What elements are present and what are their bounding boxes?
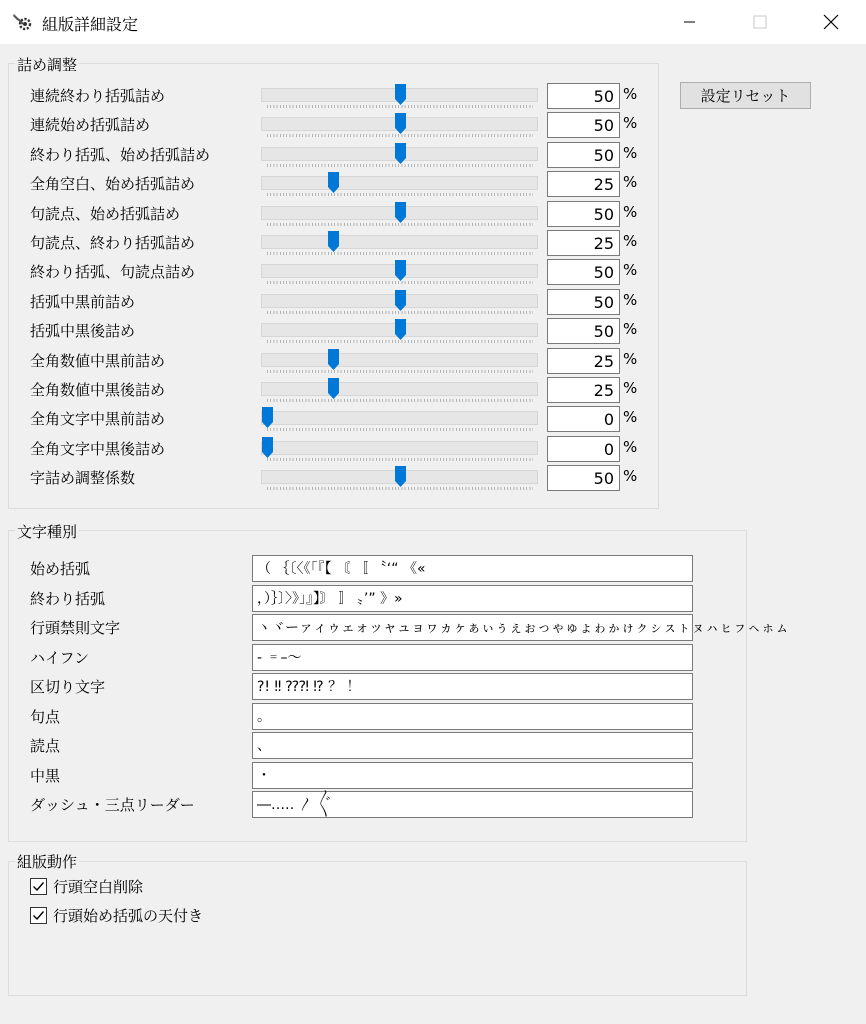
percent-label: % [623, 85, 638, 103]
slider-ticks [267, 252, 533, 255]
tsume-row-label: 全角文字中黒前詰め [30, 410, 166, 428]
close-button[interactable] [797, 0, 865, 44]
char-type-label: 句点 [30, 708, 61, 726]
percent-label: % [623, 144, 638, 162]
slider-ticks [267, 428, 533, 431]
slider-thumb[interactable] [328, 231, 339, 252]
slider-thumb[interactable] [262, 407, 273, 428]
char-type-field[interactable]: ヽヾーァィゥェォッャュョヮヵヶぁぃぅぇぉっゃゅょゎゕゖㇰㇱㇲㇳㇴㇵㇶㇷㇸㇹㇺ [252, 614, 693, 641]
value-spinbox[interactable]: 0 [547, 406, 620, 432]
tsume-row-label: 句読点、終わり括弧詰め [30, 234, 196, 252]
char-type-field[interactable]: ―…‥ 〳 〴〵 [252, 791, 693, 818]
value-spinbox[interactable]: 25 [547, 171, 620, 197]
option-checkbox-row[interactable] [30, 905, 203, 926]
slider-track[interactable] [261, 411, 538, 425]
tsume-row-label: 括弧中黒前詰め [30, 293, 136, 311]
slider-ticks [267, 223, 533, 226]
slider-track[interactable] [261, 176, 538, 190]
checkbox[interactable] [30, 907, 47, 924]
close-icon [823, 14, 839, 30]
maximize-button[interactable] [726, 0, 794, 44]
slider-ticks [267, 340, 533, 343]
window-title: 組版詳細設定 [42, 15, 139, 34]
minimize-icon [684, 16, 696, 28]
moji-group-legend: 文字種別 [17, 523, 78, 541]
slider-thumb[interactable] [395, 84, 406, 105]
minimize-button[interactable] [656, 0, 724, 44]
char-type-label: 終わり括弧 [30, 590, 106, 608]
slider-ticks [267, 193, 533, 196]
char-type-field[interactable]: ，）｝〕〉》」』】〙 〛 〟’” 》» [252, 585, 693, 612]
checkbox[interactable] [30, 878, 47, 895]
slider-thumb[interactable] [395, 143, 406, 164]
option-label: 行頭始め括弧の天付き [53, 907, 204, 925]
slider-thumb[interactable] [395, 319, 406, 340]
char-type-label: ダッシュ・三点リーダー [30, 796, 195, 814]
option-checkbox-row[interactable] [30, 876, 143, 897]
tsume-row-label: 終わり括弧、句読点詰め [30, 263, 196, 281]
tsume-row-label: 全角数値中黒前詰め [30, 352, 166, 370]
slider-thumb[interactable] [395, 260, 406, 281]
value-spinbox[interactable]: 50 [547, 259, 620, 285]
slider-ticks [267, 105, 533, 108]
tsume-group-legend: 詰め調整 [17, 56, 78, 74]
value-spinbox[interactable]: 50 [547, 465, 620, 491]
value-spinbox[interactable]: 50 [547, 112, 620, 138]
char-type-label: 行頭禁則文字 [30, 619, 121, 637]
percent-label: % [623, 438, 638, 456]
slider-track[interactable] [261, 441, 538, 455]
value-spinbox[interactable]: 50 [547, 201, 620, 227]
slider-thumb[interactable] [395, 202, 406, 223]
char-type-field[interactable]: ?! ‼ ⁇⁈ ⁉ ？ ！ [252, 673, 693, 700]
tsume-row-label: 終わり括弧、始め括弧詰め [30, 146, 211, 164]
percent-label: % [623, 114, 638, 132]
char-type-label: 始め括弧 [30, 560, 91, 578]
slider-ticks [267, 281, 533, 284]
percent-label: % [623, 232, 638, 250]
percent-label: % [623, 408, 638, 426]
option-label: 行頭空白削除 [53, 878, 144, 896]
value-spinbox[interactable]: 25 [547, 348, 620, 374]
slider-ticks [267, 164, 533, 167]
char-type-label: ハイフン [30, 649, 89, 667]
char-type-field[interactable]: 。 [252, 703, 693, 730]
slider-ticks [267, 487, 533, 490]
value-spinbox[interactable]: 50 [547, 83, 620, 109]
tsume-row-label: 全角空白、始め括弧詰め [30, 175, 196, 193]
percent-label: % [623, 320, 638, 338]
slider-thumb[interactable] [328, 378, 339, 399]
tsume-row-label: 連続終わり括弧詰め [30, 87, 166, 105]
char-type-label: 中黒 [30, 767, 61, 785]
slider-track[interactable] [261, 235, 538, 249]
slider-track[interactable] [261, 382, 538, 396]
wrench-gear-icon [12, 11, 34, 33]
char-type-field[interactable]: 、 [252, 732, 693, 759]
value-spinbox[interactable]: 50 [547, 142, 620, 168]
percent-label: % [623, 291, 638, 309]
slider-ticks [267, 311, 533, 314]
percent-label: % [623, 467, 638, 485]
percent-label: % [623, 350, 638, 368]
percent-label: % [623, 379, 638, 397]
kumihan-group-legend: 組版動作 [17, 853, 78, 871]
char-type-field[interactable]: ‐ ゠–〜 [252, 644, 693, 671]
char-type-label: 区切り文字 [30, 678, 106, 696]
slider-ticks [267, 399, 533, 402]
slider-thumb[interactable] [395, 290, 406, 311]
checkmark-icon [32, 909, 45, 922]
reset-settings-button[interactable]: 設定リセット [680, 82, 811, 109]
tsume-row-label: 全角数値中黒後詰め [30, 381, 166, 399]
slider-thumb[interactable] [328, 349, 339, 370]
value-spinbox[interactable]: 50 [547, 318, 620, 344]
slider-track[interactable] [261, 353, 538, 367]
maximize-icon [753, 15, 767, 29]
tsume-row-label: 括弧中黒後詰め [30, 322, 136, 340]
slider-ticks [267, 370, 533, 373]
slider-thumb[interactable] [395, 466, 406, 487]
value-spinbox[interactable]: 0 [547, 436, 620, 462]
char-type-label: 読点 [30, 737, 61, 755]
slider-thumb[interactable] [328, 172, 339, 193]
char-type-field[interactable]: （ ｛〔〈《「『【 〘 〚 〝‘“ 《« [252, 555, 693, 582]
tsume-row-label: 句読点、始め括弧詰め [30, 205, 181, 223]
value-spinbox[interactable]: 50 [547, 289, 620, 315]
char-type-field[interactable]: ・ [252, 762, 693, 789]
slider-ticks [267, 458, 533, 461]
tsume-row-label: 字詰め調整係数 [30, 469, 136, 487]
value-spinbox[interactable]: 25 [547, 230, 620, 256]
checkmark-icon [32, 880, 45, 893]
value-spinbox[interactable]: 25 [547, 377, 620, 403]
slider-thumb[interactable] [395, 113, 406, 134]
tsume-row-label: 連続始め括弧詰め [30, 116, 151, 134]
percent-label: % [623, 173, 638, 191]
slider-ticks [267, 134, 533, 137]
percent-label: % [623, 261, 638, 279]
title-bar [0, 0, 866, 44]
tsume-row-label: 全角文字中黒後詰め [30, 440, 166, 458]
percent-label: % [623, 203, 638, 221]
slider-thumb[interactable] [262, 437, 273, 458]
